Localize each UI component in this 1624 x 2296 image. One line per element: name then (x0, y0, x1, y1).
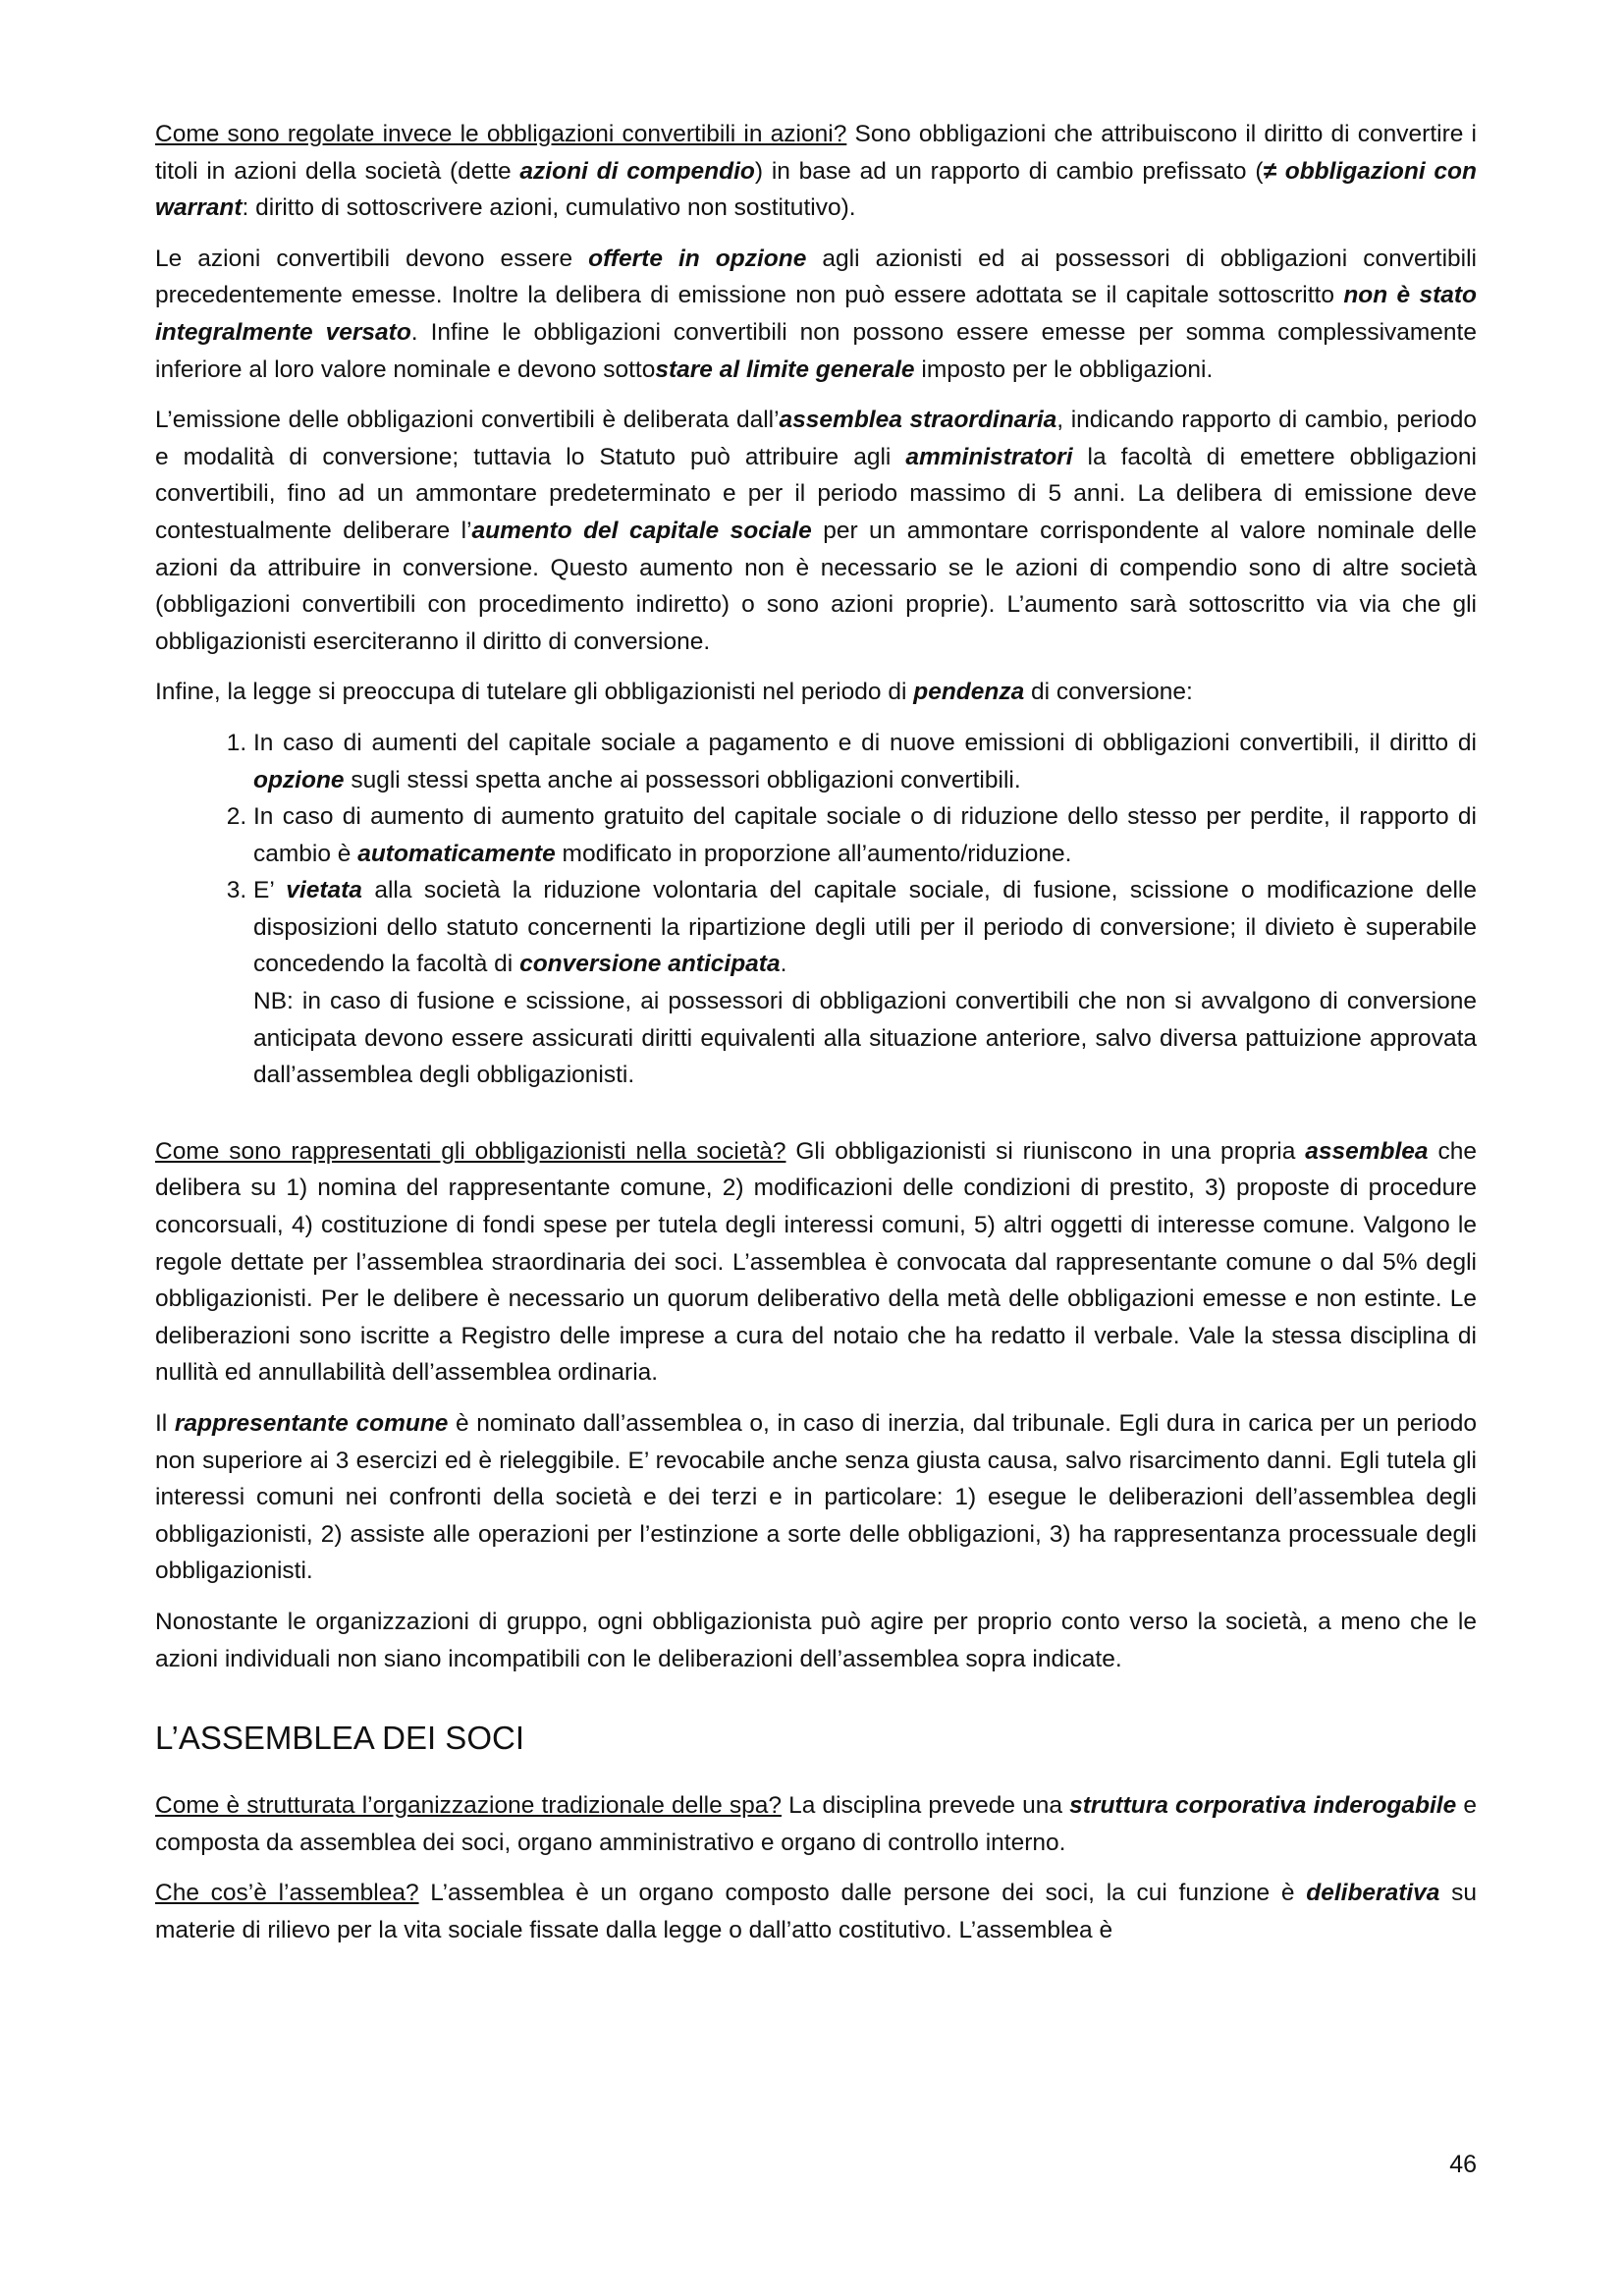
emphasis: azioni di compendio (519, 157, 755, 185)
emphasis: pendenza (913, 679, 1025, 706)
question-heading: Come sono regolate invece le obbligazioni convertibili in azioni? (155, 121, 847, 147)
paragraph-protection-intro: Infine, la legge si preoccupa di tutelare gli obbligazionisti nel periodo di pendenza di conversione: (155, 679, 1193, 706)
emphasis: amministratori (905, 443, 1073, 470)
emphasis: aumento del capitale sociale (471, 517, 812, 544)
emphasis: deliberativa (1306, 1880, 1440, 1907)
protection-list (155, 725, 1477, 1094)
section-heading: L’ASSEMBLEA DEI SOCI (155, 1720, 524, 1757)
list-item: 2. In caso di aumento di aumento gratuito del capitale sociale o di riduzione dello stesso per perdite, il rapporto di cambio è automaticamente modificato in proporzione all’aumento/riduzione. (253, 798, 1477, 872)
paragraph-issuance: L’emissione delle obbligazioni convertibili è deliberata dall’assemblea straordinaria, indicando rapporto di cambio, periodo e modalità di conversione; tuttavia lo Statuto può attribuire agli amministratori la facoltà di emettere obbligazioni convertibili, fino ad un ammontare predeterminato e per il periodo massimo di 5 anni. La delibera di emissione deve contestualmente deliberare l’aumento del capitale sociale per un ammontare corrispondente al valore nominale delle azioni da attribuire in conversione. Questo aumento non è necessario se le azioni di compendio sono di altre società (obbligazioni convertibili con procedimento indiretto) o sono azioni proprie). L’aumento sarà sottoscritto via via che gli obbligazionisti eserciteranno il diritto di conversione. (155, 407, 1478, 655)
emphasis: conversione anticipata (519, 951, 781, 978)
list-item: 3. E’ vietata alla società la riduzione volontaria del capitale sociale, di fusione, scissione o modificazione delle disposizioni dello statuto concernenti la ripartizione degli utili per il periodo di conversione; il divieto è superabile concedendo la facoltà di conversione anticipata. NB: in caso di fusione e scissione, ai possessori di obbligazioni convertibili che non si avvalgono di conversione anticipata devono essere assicurati diritti equivalenti alla situazione anteriore, salvo diversa pattuizione approvata dall’assemblea degli obbligazionisti. (253, 872, 1477, 1094)
paragraph-traditional-organization: Come è strutturata l’organizzazione tradizionale delle spa? La disciplina prevede una struttura corporativa inderogabile e composta da assemblea dei soci, organo amministrativo e organo di controllo interno. (155, 1792, 1477, 1856)
question-heading: Che cos’è l’assemblea? (155, 1880, 419, 1907)
emphasis: struttura corporativa inderogabile (1069, 1792, 1457, 1820)
emphasis: assemblea (1305, 1137, 1429, 1165)
emphasis: automaticamente (357, 840, 556, 867)
emphasis: ≠ obbligazioni con warrant (155, 157, 1477, 222)
list-item: 1. In caso di aumenti del capitale sociale a pagamento e di nuove emissioni di obbligazioni convertibili, il diritto di opzione sugli stessi spetta anche ai possessori obbligazioni convertibili. (253, 725, 1477, 798)
nota-bene: NB: in caso di fusione e scissione, ai possessori di obbligazioni convertibili che non si avvalgono di conversione anticipata devono essere assicurati diritti equivalenti alla situazione anteriore, salvo diversa pattuizione approvata dall’assemblea degli obbligazionisti. (253, 988, 1477, 1089)
emphasis: opzione (253, 766, 345, 793)
paragraph-assembly-definition: Che cos’è l’assemblea? L’assemblea è un organo composto dalle persone dei soci, la cui funzione è deliberativa su materie di rilievo per la vita sociale fissate dalla legge o dall’atto costitutivo. L’assemblea è (155, 1880, 1478, 1943)
paragraph-convertible-bonds: Come sono regolate invece le obbligazioni convertibili in azioni? Sono obbligazioni che attribuiscono il diritto di convertire i titoli in azioni della società (dette azioni di compendio) in base ad un rapporto di cambio prefissato (≠ obbligazioni con warrant: diritto di sottoscrivere azioni, cumulativo non sostitutivo). (155, 121, 1477, 222)
emphasis: vietata (286, 877, 362, 904)
emphasis: rappresentante comune (174, 1410, 449, 1437)
page-number: 46 (1449, 2151, 1477, 2178)
paragraph-individual-action: Nonostante le organizzazioni di gruppo, ogni obbligazionista può agire per proprio conto verso la società, a meno che le azioni individuali non siano incompatibili con le deliberazioni dell’assemblea sopra indicate. (155, 1608, 1477, 1672)
emphasis: stare al limite generale (655, 355, 915, 383)
paragraph-common-representative: Il rappresentante comune è nominato dall’assemblea o, in caso di inerzia, dal tribunale. Egli dura in carica per un periodo non superiore ai 3 esercizi ed è rieleggibile. E’ revocabile anche senza giusta causa, salvo risarcimento danni. Egli tutela gli interessi comuni nei confronti della società e dei terzi e in particolare: 1) esegue le deliberazioni dell’assemblea degli obbligazionisti, 2) assiste alle operazioni per l’estinzione a sorte delle obbligazioni, 3) ha rappresentanza processuale degli obbligazionisti. (155, 1410, 1477, 1585)
emphasis: assemblea straordinaria (779, 407, 1057, 434)
paragraph-bondholders-assembly: Come sono rappresentati gli obbligazionisti nella società? Gli obbligazionisti si riuniscono in una propria assemblea che delibera su 1) nomina del rappresentante comune, 2) modificazioni delle condizioni di prestito, 3) proposte di procedure concorsuali, 4) costituzione di fondi spese per tutela degli interessi comuni, 5) altri oggetti di interesse comune. Valgono le regole dettate per l’assemblea straordinaria dei soci. L’assemblea è convocata dal rappresentante comune o dal 5% degli obbligazionisti. Per le delibere è necessario un quorum deliberativo della metà delle obbligazioni emesse e non estinte. Le deliberazioni sono iscritte a Registro delle imprese a cura del notaio che ha redatto il verbale. Vale la stessa disciplina di nullità ed annullabilità dell’assemblea ordinaria. (155, 1137, 1477, 1387)
paragraph-convertible-shares: Le azioni convertibili devono essere offerte in opzione agli azionisti ed ai possessori di obbligazioni convertibili precedentemente emesse. Inoltre la delibera di emissione non può essere adottata se il capitale sottoscritto non è stato integralmente versato. Infine le obbligazioni convertibili non possono essere emesse per somma complessivamente inferiore al loro valore nominale e devono sottostare al limite generale imposto per le obbligazioni. (155, 245, 1478, 383)
question-heading: Come è strutturata l’organizzazione tradizionale delle spa? (155, 1792, 782, 1820)
emphasis: offerte in opzione (588, 245, 807, 272)
emphasis: non è stato integralmente versato (155, 282, 1478, 346)
spacer (155, 1108, 1477, 1133)
document-page (155, 116, 1477, 1963)
question-heading: Come sono rappresentati gli obbligazionisti nella società? (155, 1137, 786, 1165)
